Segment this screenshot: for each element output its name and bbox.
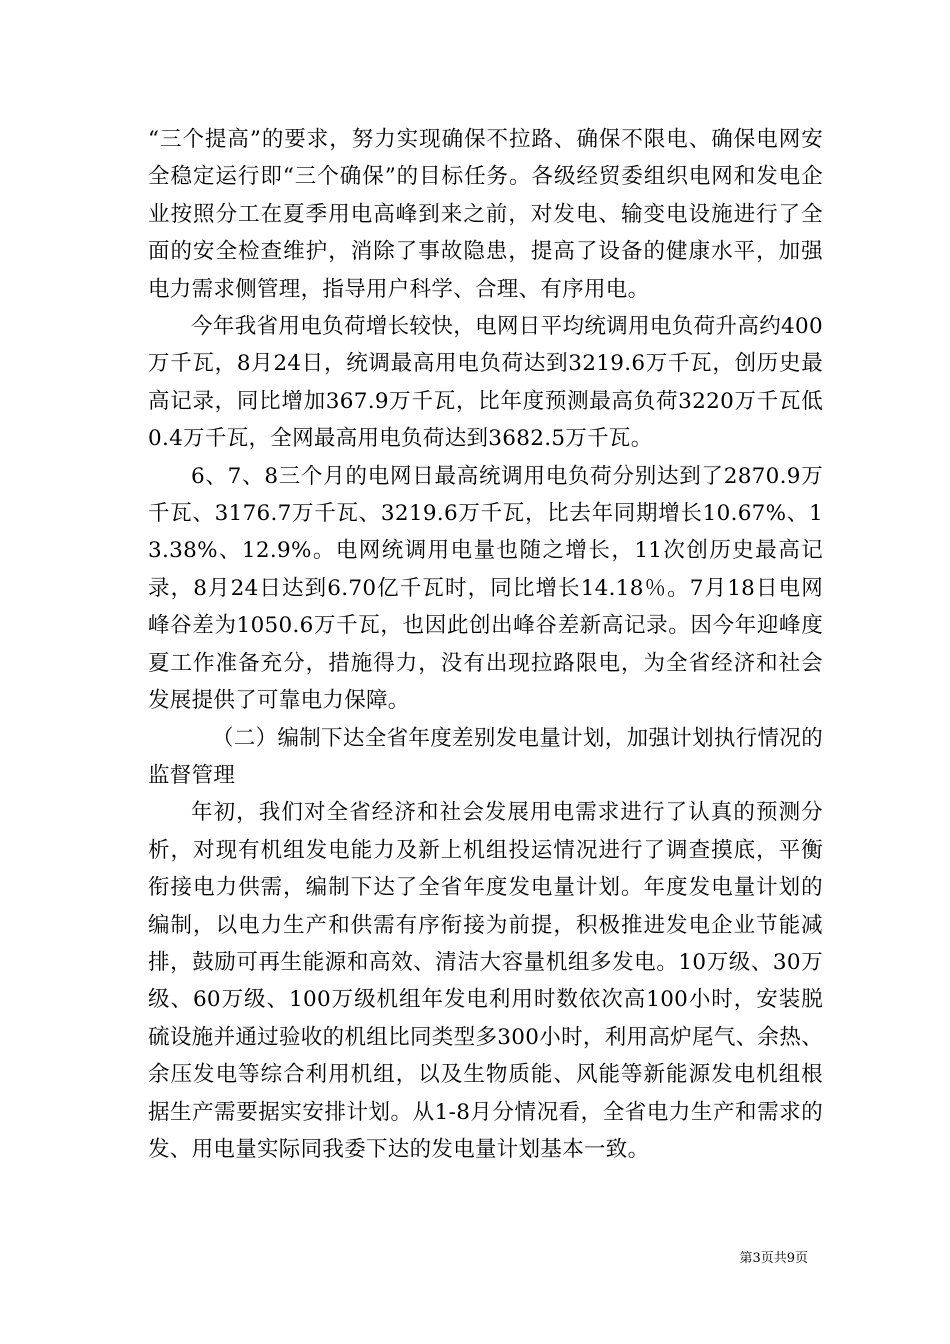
paragraph-summer-peak: 6、7、8三个月的电网日最高统调用电负荷分别达到了2870.9万千瓦、3176.7万千瓦、3219.6万千瓦，比去年同期增长10.67%、13.38%、12.9%。电网统调用电量也随之增长，11次创历史最高记录，8月24日达到6.70亿千瓦时，同比增长14.18％。7月18日电网峰谷差为1050.6万千瓦，也因此创出峰谷差新高记录。因今年迎峰度夏工作准备充分，措施得力，没有出现拉路限电，为全省经济和社会发展提供了可靠电力保障。 bbox=[148, 463, 823, 714]
paragraph-annual-plan: 年初，我们对全省经济和社会发展用电需求进行了认真的预测分析，对现有机组发电能力及新上机组投运情况进行了调查摸底，平衡衔接电力供需，编制下达了全省年度发电量计划。年度发电量计划的编制，以电力生产和供需有序衔接为前提，积极推进发电企业节能减排，鼓励可再生能源和高效、清洁大容量机组多发电。10万级、30万级、60万级、100万级机组年发电利用时数依次高100小时，安装脱硫设施并通过验收的机组比同类型多300小时，利用高炉尾气、余热、余压发电等综合利用机组，以及生物质能、风能等新能源发电机组根据生产需要据实安排计划。从1-8月分情况看，全省电力生产和需求的发、用电量实际同我委下达的发电量计划基本一致。 bbox=[148, 800, 823, 1162]
paragraph-three-guarantees: “三个提高”的要求，努力实现确保不拉路、确保不限电、确保电网安全稳定运行即“三个确保”的目标任务。各级经贸委组织电网和发电企业按照分工在夏季用电高峰到来之前，对发电、输变电设施进行了全面的安全检查维护，消除了事故隐患，提高了设备的健康水平，加强电力需求侧管理，指导用户科学、合理、有序用电。 bbox=[148, 127, 823, 302]
section-heading-generation-plan: （二）编制下达全省年度差别发电量计划，加强计划执行情况的监督管理 bbox=[148, 725, 823, 788]
page-number-footer: 第3页共9页 bbox=[739, 1251, 808, 1266]
body-text bbox=[148, 121, 823, 1168]
paragraph-load-growth: 今年我省用电负荷增长较快，电网日平均统调用电负荷升高约400万千瓦，8月24日，统调最高用电负荷达到3219.6万千瓦，创历史最高记录，同比增加367.9万千瓦，比年度预测最高负荷3220万千瓦低0.4万千瓦，全网最高用电负荷达到3682.5万千瓦。 bbox=[148, 314, 823, 452]
